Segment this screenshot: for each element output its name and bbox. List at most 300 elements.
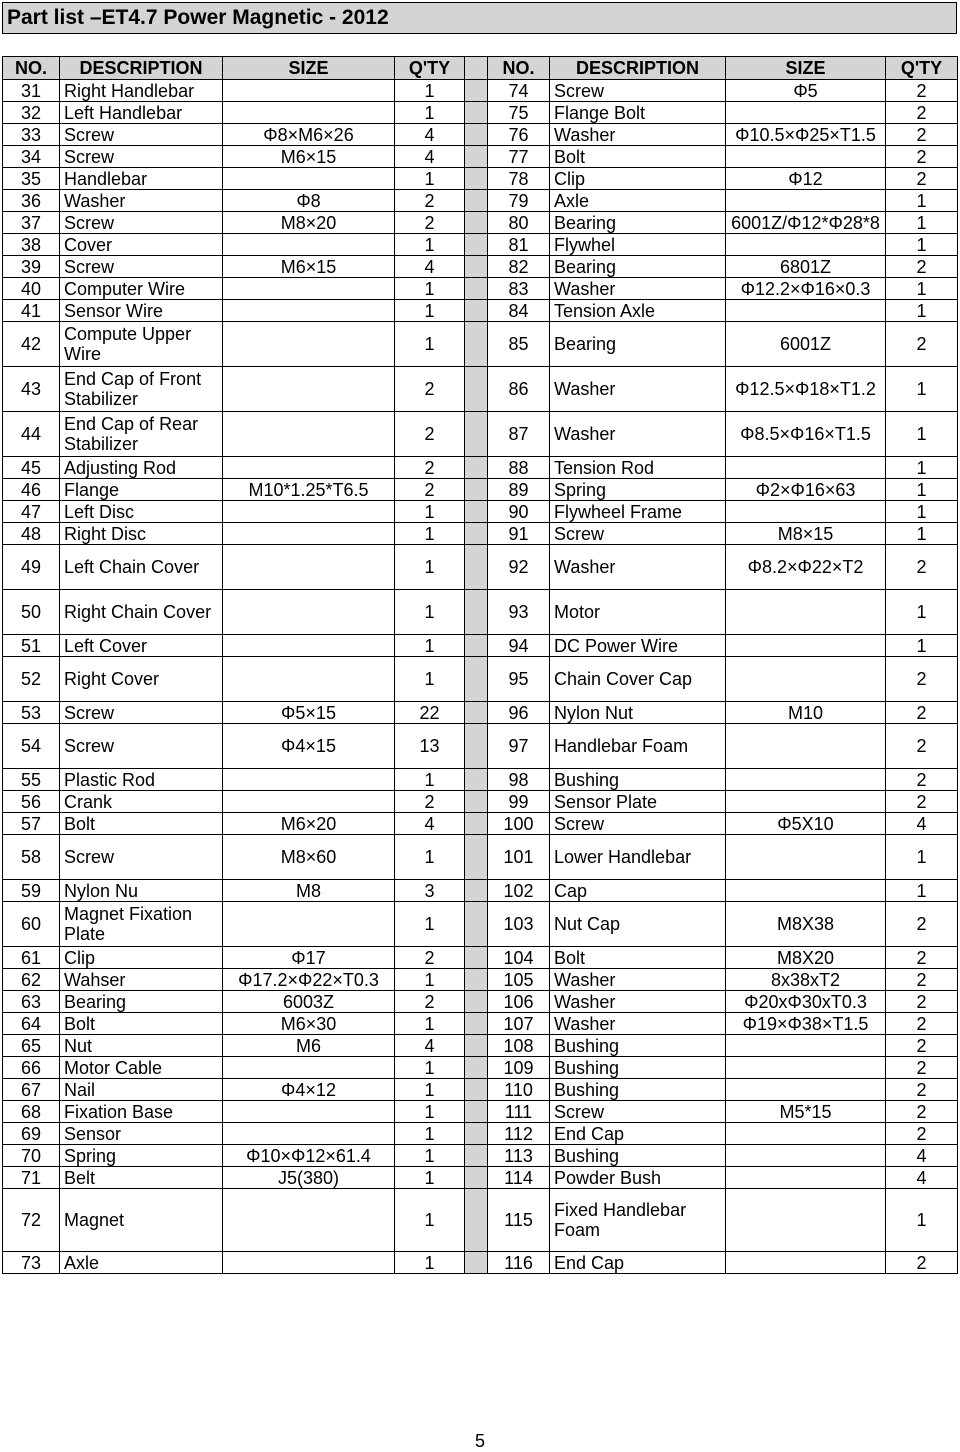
column-separator [465, 1101, 488, 1123]
part-number: 102 [488, 880, 550, 902]
part-number: 75 [488, 102, 550, 124]
part-size: 6001Z [726, 322, 886, 367]
column-separator [465, 80, 488, 102]
part-description: Nail [60, 1079, 223, 1101]
part-size [223, 545, 395, 590]
part-number: 67 [3, 1079, 60, 1101]
part-size [223, 168, 395, 190]
part-quantity: 2 [886, 969, 958, 991]
part-description: Screw [60, 724, 223, 769]
part-number: 33 [3, 124, 60, 146]
part-quantity: 22 [395, 702, 465, 724]
part-size: Φ8.2×Φ22×T2 [726, 545, 886, 590]
table-row [3, 146, 958, 168]
part-quantity: 1 [886, 590, 958, 635]
table-row [3, 457, 958, 479]
part-number: 92 [488, 545, 550, 590]
part-description: Washer [550, 124, 726, 146]
part-size [223, 501, 395, 523]
header-size: SIZE [726, 57, 886, 80]
part-size [223, 635, 395, 657]
part-quantity: 2 [886, 102, 958, 124]
column-separator [465, 791, 488, 813]
part-number: 114 [488, 1167, 550, 1189]
part-description: Cap [550, 880, 726, 902]
part-number: 54 [3, 724, 60, 769]
part-size [726, 1145, 886, 1167]
column-separator [465, 102, 488, 124]
part-description: Right Chain Cover [60, 590, 223, 635]
part-size [726, 234, 886, 256]
table-row [3, 813, 958, 835]
part-size: M10 [726, 702, 886, 724]
column-separator [465, 1189, 488, 1252]
part-size [726, 1252, 886, 1274]
part-quantity: 1 [886, 190, 958, 212]
part-quantity: 1 [395, 590, 465, 635]
part-quantity: 2 [886, 1057, 958, 1079]
header-description: DESCRIPTION [550, 57, 726, 80]
part-description: Bushing [550, 1145, 726, 1167]
column-separator [465, 1013, 488, 1035]
table-row [3, 234, 958, 256]
part-number: 64 [3, 1013, 60, 1035]
table-row [3, 902, 958, 947]
part-number: 74 [488, 80, 550, 102]
part-number: 76 [488, 124, 550, 146]
part-size [726, 190, 886, 212]
part-quantity: 1 [886, 523, 958, 545]
part-number: 40 [3, 278, 60, 300]
part-list-table [2, 56, 958, 1274]
part-description: Computer Wire [60, 278, 223, 300]
part-description: Wahser [60, 969, 223, 991]
part-number: 65 [3, 1035, 60, 1057]
column-separator [465, 702, 488, 724]
column-separator [465, 545, 488, 590]
column-separator [465, 724, 488, 769]
part-size [223, 278, 395, 300]
table-row [3, 1167, 958, 1189]
part-number: 61 [3, 947, 60, 969]
part-size: Φ2×Φ16×63 [726, 479, 886, 501]
part-size: M6×20 [223, 813, 395, 835]
part-size: M8×15 [726, 523, 886, 545]
part-quantity: 1 [395, 1057, 465, 1079]
part-size: M5*15 [726, 1101, 886, 1123]
part-number: 71 [3, 1167, 60, 1189]
part-quantity: 4 [395, 256, 465, 278]
part-quantity: 1 [395, 168, 465, 190]
part-description: Bearing [550, 212, 726, 234]
part-number: 101 [488, 835, 550, 880]
part-size [726, 501, 886, 523]
part-quantity: 2 [886, 769, 958, 791]
part-size: Φ5×15 [223, 702, 395, 724]
part-size [223, 902, 395, 947]
part-quantity: 1 [886, 835, 958, 880]
part-quantity: 1 [395, 102, 465, 124]
part-description: Handlebar Foam [550, 724, 726, 769]
part-number: 107 [488, 1013, 550, 1035]
part-size [223, 102, 395, 124]
table-row [3, 278, 958, 300]
part-description: Bolt [550, 947, 726, 969]
part-quantity: 2 [886, 545, 958, 590]
part-quantity: 1 [395, 501, 465, 523]
part-size: Φ4×12 [223, 1079, 395, 1101]
part-number: 37 [3, 212, 60, 234]
part-number: 100 [488, 813, 550, 835]
part-size: M8 [223, 880, 395, 902]
part-description: Bolt [60, 1013, 223, 1035]
part-description: Flange Bolt [550, 102, 726, 124]
part-description: Screw [550, 523, 726, 545]
column-separator [465, 769, 488, 791]
part-number: 77 [488, 146, 550, 168]
table-row [3, 947, 958, 969]
part-description: Spring [550, 479, 726, 501]
part-description: Washer [550, 991, 726, 1013]
part-description: Left Disc [60, 501, 223, 523]
part-quantity: 2 [395, 212, 465, 234]
part-size: J5(380) [223, 1167, 395, 1189]
table-row [3, 412, 958, 457]
part-number: 41 [3, 300, 60, 322]
part-description: Washer [550, 367, 726, 412]
part-size: Φ19×Φ38×T1.5 [726, 1013, 886, 1035]
part-size: M10*1.25*T6.5 [223, 479, 395, 501]
part-size [223, 769, 395, 791]
part-description: Left Cover [60, 635, 223, 657]
part-description: Nylon Nu [60, 880, 223, 902]
part-size: 8x38xT2 [726, 969, 886, 991]
part-quantity: 2 [395, 791, 465, 813]
part-quantity: 1 [395, 902, 465, 947]
part-size [223, 300, 395, 322]
part-number: 32 [3, 102, 60, 124]
part-size [223, 1189, 395, 1252]
part-quantity: 1 [886, 457, 958, 479]
part-size: 6003Z [223, 991, 395, 1013]
table-row [3, 367, 958, 412]
part-size: Φ8×M6×26 [223, 124, 395, 146]
header-description: DESCRIPTION [60, 57, 223, 80]
part-size [726, 880, 886, 902]
part-number: 52 [3, 657, 60, 702]
header-no: NO. [488, 57, 550, 80]
table-row [3, 635, 958, 657]
part-number: 46 [3, 479, 60, 501]
part-description: Fixed Handlebar Foam [550, 1189, 726, 1252]
part-size [726, 1035, 886, 1057]
column-separator [465, 969, 488, 991]
part-number: 94 [488, 635, 550, 657]
part-description: Screw [60, 146, 223, 168]
part-description: Screw [60, 212, 223, 234]
part-size [223, 322, 395, 367]
part-number: 42 [3, 322, 60, 367]
column-separator [465, 367, 488, 412]
table-row [3, 190, 958, 212]
column-separator [465, 124, 488, 146]
part-description: Screw [550, 813, 726, 835]
part-description: Bushing [550, 769, 726, 791]
part-quantity: 1 [395, 1123, 465, 1145]
part-description: Sensor Wire [60, 300, 223, 322]
part-size [726, 635, 886, 657]
part-description: Flywheel Frame [550, 501, 726, 523]
part-size [726, 1057, 886, 1079]
header-no: NO. [3, 57, 60, 80]
part-quantity: 4 [886, 813, 958, 835]
part-description: End Cap of Rear Stabilizer [60, 412, 223, 457]
page-title: Part list –ET4.7 Power Magnetic - 2012 [2, 2, 957, 34]
part-description: Spring [60, 1145, 223, 1167]
part-number: 72 [3, 1189, 60, 1252]
part-quantity: 2 [886, 1252, 958, 1274]
part-quantity: 2 [886, 80, 958, 102]
column-separator [465, 57, 488, 80]
part-number: 88 [488, 457, 550, 479]
part-description: Bearing [550, 322, 726, 367]
part-quantity: 4 [395, 1035, 465, 1057]
part-quantity: 2 [886, 991, 958, 1013]
part-quantity: 13 [395, 724, 465, 769]
part-size [223, 234, 395, 256]
part-number: 113 [488, 1145, 550, 1167]
part-quantity: 2 [886, 902, 958, 947]
column-separator [465, 657, 488, 702]
part-number: 50 [3, 590, 60, 635]
part-quantity: 1 [395, 278, 465, 300]
part-description: Right Cover [60, 657, 223, 702]
table-row [3, 212, 958, 234]
part-number: 91 [488, 523, 550, 545]
part-number: 38 [3, 234, 60, 256]
part-size [223, 1101, 395, 1123]
part-size: Φ17.2×Φ22×T0.3 [223, 969, 395, 991]
part-quantity: 2 [886, 124, 958, 146]
column-separator [465, 1079, 488, 1101]
part-size: Φ8.5×Φ16×T1.5 [726, 412, 886, 457]
part-description: Screw [60, 702, 223, 724]
column-separator [465, 991, 488, 1013]
table-row [3, 1035, 958, 1057]
part-size: M6×15 [223, 146, 395, 168]
part-quantity: 2 [886, 947, 958, 969]
part-size [726, 146, 886, 168]
part-quantity: 2 [886, 322, 958, 367]
column-separator [465, 457, 488, 479]
part-number: 63 [3, 991, 60, 1013]
part-description: Left Handlebar [60, 102, 223, 124]
column-separator [465, 146, 488, 168]
part-description: Right Handlebar [60, 80, 223, 102]
column-separator [465, 190, 488, 212]
column-separator [465, 212, 488, 234]
part-size: 6001Z/Φ12*Φ28*8 [726, 212, 886, 234]
table-row [3, 991, 958, 1013]
part-number: 68 [3, 1101, 60, 1123]
part-number: 70 [3, 1145, 60, 1167]
part-size [223, 1252, 395, 1274]
column-separator [465, 322, 488, 367]
part-size: Φ5X10 [726, 813, 886, 835]
part-quantity: 3 [395, 880, 465, 902]
part-quantity: 1 [395, 635, 465, 657]
part-size [726, 300, 886, 322]
table-row [3, 256, 958, 278]
part-size: Φ12.5×Φ18×T1.2 [726, 367, 886, 412]
column-separator [465, 902, 488, 947]
table-row [3, 124, 958, 146]
part-number: 44 [3, 412, 60, 457]
table-row [3, 1123, 958, 1145]
part-number: 97 [488, 724, 550, 769]
header-qty: Q'TY [395, 57, 465, 80]
part-number: 109 [488, 1057, 550, 1079]
part-size [726, 769, 886, 791]
part-description: Adjusting Rod [60, 457, 223, 479]
part-number: 98 [488, 769, 550, 791]
header-qty: Q'TY [886, 57, 958, 80]
part-quantity: 1 [395, 969, 465, 991]
part-quantity: 4 [395, 813, 465, 835]
part-description: Sensor Plate [550, 791, 726, 813]
part-number: 48 [3, 523, 60, 545]
column-separator [465, 635, 488, 657]
part-number: 69 [3, 1123, 60, 1145]
part-description: Tension Rod [550, 457, 726, 479]
part-quantity: 1 [886, 635, 958, 657]
part-number: 59 [3, 880, 60, 902]
table-row [3, 835, 958, 880]
table-row [3, 880, 958, 902]
column-separator [465, 947, 488, 969]
table-row [3, 102, 958, 124]
part-number: 82 [488, 256, 550, 278]
part-quantity: 4 [886, 1145, 958, 1167]
part-quantity: 1 [886, 234, 958, 256]
part-size: M6×30 [223, 1013, 395, 1035]
part-description: Axle [550, 190, 726, 212]
part-quantity: 1 [395, 1013, 465, 1035]
column-separator [465, 1035, 488, 1057]
part-quantity: 2 [886, 1123, 958, 1145]
part-size [223, 590, 395, 635]
part-size: M8×20 [223, 212, 395, 234]
table-row [3, 501, 958, 523]
part-number: 110 [488, 1079, 550, 1101]
part-description: Flywhel [550, 234, 726, 256]
part-size: Φ10.5×Φ25×T1.5 [726, 124, 886, 146]
part-description: Lower Handlebar [550, 835, 726, 880]
part-quantity: 1 [395, 1145, 465, 1167]
part-size: M8×60 [223, 835, 395, 880]
part-size [223, 657, 395, 702]
part-size [726, 1167, 886, 1189]
part-size [223, 367, 395, 412]
part-description: Bearing [60, 991, 223, 1013]
part-description: Left Chain Cover [60, 545, 223, 590]
part-size: Φ12.2×Φ16×0.3 [726, 278, 886, 300]
table-row [3, 80, 958, 102]
part-size [223, 412, 395, 457]
part-size: Φ20xΦ30xT0.3 [726, 991, 886, 1013]
part-description: Washer [550, 1013, 726, 1035]
part-number: 115 [488, 1189, 550, 1252]
part-description: DC Power Wire [550, 635, 726, 657]
column-separator [465, 835, 488, 880]
part-number: 73 [3, 1252, 60, 1274]
part-quantity: 1 [886, 880, 958, 902]
column-separator [465, 300, 488, 322]
table-row [3, 969, 958, 991]
part-description: End Cap of Front Stabilizer [60, 367, 223, 412]
part-description: Bushing [550, 1079, 726, 1101]
part-quantity: 1 [395, 80, 465, 102]
part-description: Cover [60, 234, 223, 256]
column-separator [465, 278, 488, 300]
part-number: 35 [3, 168, 60, 190]
part-description: Bearing [550, 256, 726, 278]
part-quantity: 2 [886, 1079, 958, 1101]
part-number: 111 [488, 1101, 550, 1123]
part-description: Screw [60, 124, 223, 146]
part-number: 93 [488, 590, 550, 635]
part-description: Tension Axle [550, 300, 726, 322]
part-description: Bolt [550, 146, 726, 168]
part-number: 79 [488, 190, 550, 212]
part-size [726, 835, 886, 880]
part-size: M8X38 [726, 902, 886, 947]
column-separator [465, 1057, 488, 1079]
part-number: 103 [488, 902, 550, 947]
part-size: M8X20 [726, 947, 886, 969]
part-description: Nut [60, 1035, 223, 1057]
part-quantity: 1 [886, 501, 958, 523]
part-size: Φ17 [223, 947, 395, 969]
part-quantity: 4 [886, 1167, 958, 1189]
part-number: 95 [488, 657, 550, 702]
part-number: 49 [3, 545, 60, 590]
table-row [3, 168, 958, 190]
column-separator [465, 1167, 488, 1189]
part-number: 89 [488, 479, 550, 501]
part-size: Φ10×Φ12×61.4 [223, 1145, 395, 1167]
part-number: 106 [488, 991, 550, 1013]
table-row [3, 523, 958, 545]
part-quantity: 1 [395, 545, 465, 590]
part-description: Magnet Fixation Plate [60, 902, 223, 947]
part-quantity: 2 [395, 412, 465, 457]
part-quantity: 1 [395, 1252, 465, 1274]
column-separator [465, 168, 488, 190]
part-size [223, 523, 395, 545]
part-number: 36 [3, 190, 60, 212]
part-number: 56 [3, 791, 60, 813]
part-quantity: 1 [395, 322, 465, 367]
part-number: 104 [488, 947, 550, 969]
part-description: Clip [60, 947, 223, 969]
part-size [726, 1079, 886, 1101]
part-size: 6801Z [726, 256, 886, 278]
part-size [726, 457, 886, 479]
part-number: 112 [488, 1123, 550, 1145]
column-separator [465, 523, 488, 545]
part-description: Plastic Rod [60, 769, 223, 791]
